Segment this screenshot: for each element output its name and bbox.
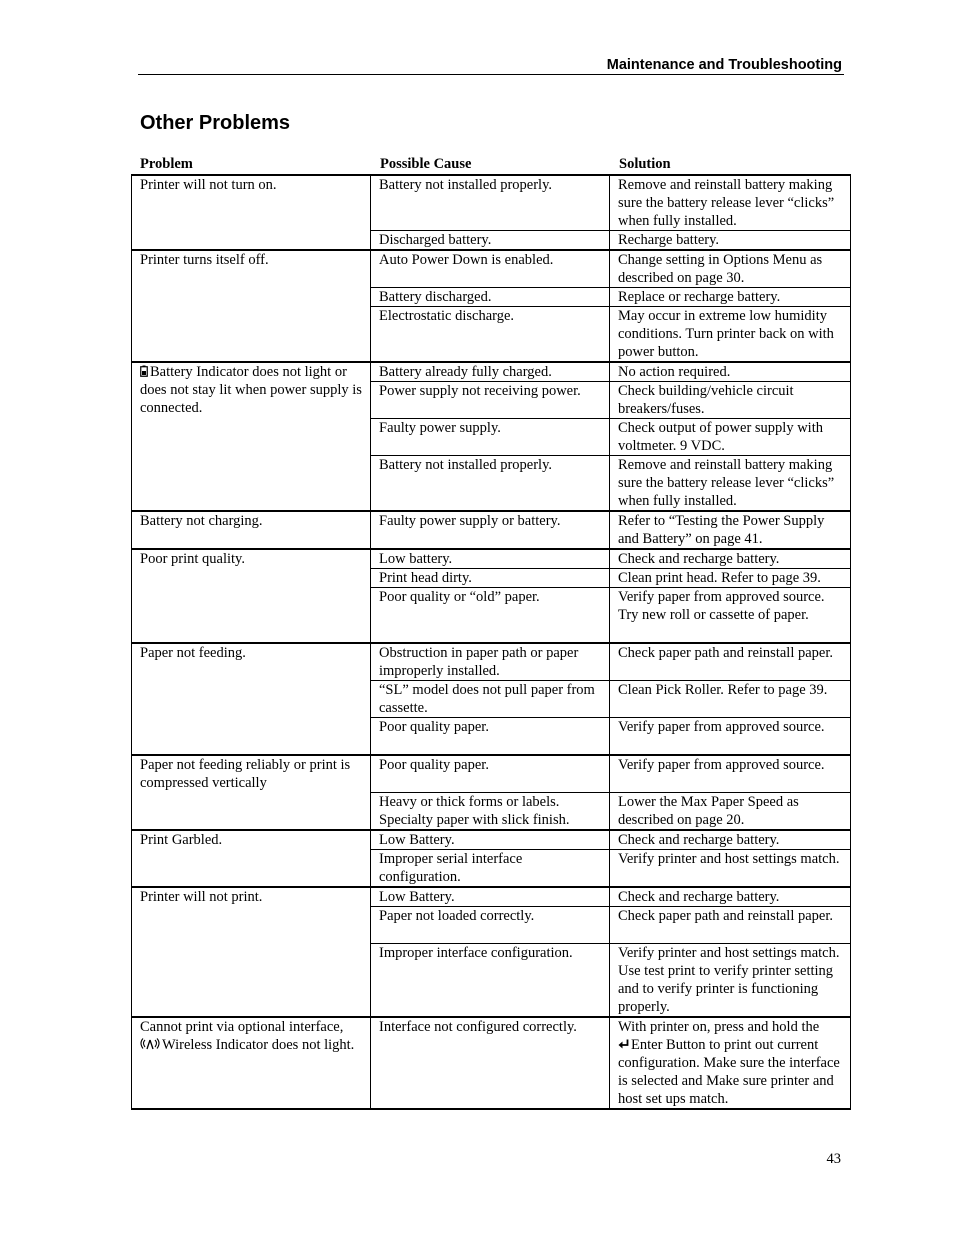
header-rule (138, 74, 844, 75)
solution-cell: Refer to “Testing the Power Supply and Battery” on page 41. (610, 511, 851, 549)
problem-group (132, 511, 851, 549)
table-row (132, 643, 851, 681)
cause-cell: Print head dirty. (371, 569, 610, 588)
solution-cell: Lower the Max Paper Speed as described on page 20. (610, 793, 851, 831)
solution-cell: Check and recharge battery. (610, 887, 851, 907)
problem-group (132, 643, 851, 755)
cause-cell: Battery already fully charged. (371, 362, 610, 382)
problem-group (132, 549, 851, 643)
problem-group (132, 250, 851, 362)
solution-text-line2: Enter Button to print out current configuration. Make sure the interface is selected and Make sure printer and host set ups match. (618, 1037, 840, 1107)
problem-cell: Paper not feeding reliably or print is compressed vertically (132, 755, 371, 830)
cause-cell: Power supply not receiving power. (371, 382, 610, 419)
problem-text-line2: Wireless Indicator does not light. (162, 1037, 355, 1053)
table-row (132, 250, 851, 288)
cause-cell: Poor quality paper. (371, 755, 610, 793)
problem-cell: Printer will not turn on. (132, 175, 371, 250)
solution-cell: Remove and reinstall battery making sure the battery release lever “clicks” when fully installed. (610, 456, 851, 512)
wireless-icon (140, 1038, 160, 1050)
cause-cell: Paper not loaded correctly. (371, 907, 610, 944)
cause-cell: “SL” model does not pull paper from cassette. (371, 681, 610, 718)
solution-cell: Verify printer and host settings match. Use test print to verify printer setting and to verify printer is functioning properly. (610, 944, 851, 1018)
solution-cell: Clean print head. Refer to page 39. (610, 569, 851, 588)
cause-cell: Obstruction in paper path or paper improperly installed. (371, 643, 610, 681)
solution-cell: Check output of power supply with voltmeter. 9 VDC. (610, 419, 851, 456)
cause-cell: Auto Power Down is enabled. (371, 250, 610, 288)
table-row (132, 362, 851, 382)
column-header-cause: Possible Cause (380, 156, 472, 172)
solution-cell: Verify paper from approved source. (610, 755, 851, 793)
cause-cell: Poor quality paper. (371, 718, 610, 756)
solution-cell: Recharge battery. (610, 231, 851, 251)
solution-cell: No action required. (610, 362, 851, 382)
problem-cell: Battery not charging. (132, 511, 371, 549)
table-row (132, 830, 851, 850)
solution-cell: Clean Pick Roller. Refer to page 39. (610, 681, 851, 718)
solution-cell: Verify paper from approved source. (610, 718, 851, 756)
cause-cell: Battery discharged. (371, 288, 610, 307)
solution-text-line1: With printer on, press and hold the (618, 1019, 820, 1035)
table-row (132, 1017, 851, 1109)
solution-cell: Check paper path and reinstall paper. (610, 907, 851, 944)
problem-text-line1: Cannot print via optional interface, (140, 1019, 344, 1035)
troubleshooting-table (131, 174, 851, 1110)
cause-cell: Improper serial interface configuration. (371, 850, 610, 888)
problem-cell (132, 1017, 371, 1109)
cause-cell: Battery not installed properly. (371, 175, 610, 231)
column-header-problem: Problem (140, 156, 193, 172)
solution-cell: Change setting in Options Menu as described on page 30. (610, 250, 851, 288)
solution-cell: Verify paper from approved source. Try new roll or cassette of paper. (610, 588, 851, 644)
table-row (132, 887, 851, 907)
table-row (132, 755, 851, 793)
column-header-solution: Solution (619, 156, 671, 172)
table-row (132, 549, 851, 569)
solution-cell: Remove and reinstall battery making sure the battery release lever “clicks” when fully installed. (610, 175, 851, 231)
cause-cell: Interface not configured correctly. (371, 1017, 610, 1109)
cause-cell: Heavy or thick forms or labels. Specialty paper with slick finish. (371, 793, 610, 831)
cause-cell: Discharged battery. (371, 231, 610, 251)
solution-cell: Verify printer and host settings match. (610, 850, 851, 888)
problem-group (132, 1017, 851, 1109)
solution-cell (610, 1017, 851, 1109)
section-title: Other Problems (140, 112, 291, 134)
problem-cell: Poor print quality. (132, 549, 371, 643)
table-row (132, 511, 851, 549)
solution-cell: Check paper path and reinstall paper. (610, 643, 851, 681)
problem-group (132, 830, 851, 887)
cause-cell: Poor quality or “old” paper. (371, 588, 610, 644)
cause-cell: Low Battery. (371, 830, 610, 850)
cause-cell: Faulty power supply or battery. (371, 511, 610, 549)
page-number: 43 (826, 1151, 841, 1167)
cause-cell: Low Battery. (371, 887, 610, 907)
table-row (132, 175, 851, 231)
enter-arrow-icon (618, 1039, 629, 1050)
running-header: Maintenance and Troubleshooting (606, 57, 842, 73)
problem-cell: Printer turns itself off. (132, 250, 371, 362)
problem-group (132, 887, 851, 1017)
problem-cell: Print Garbled. (132, 830, 371, 887)
cause-cell: Faulty power supply. (371, 419, 610, 456)
problem-group (132, 362, 851, 511)
problem-text: Battery Indicator does not light or does not stay lit when power supply is connected. (140, 364, 362, 416)
problem-group (132, 755, 851, 830)
cause-cell: Electrostatic discharge. (371, 307, 610, 363)
cause-cell: Low battery. (371, 549, 610, 569)
solution-cell: Check building/vehicle circuit breakers/fuses. (610, 382, 851, 419)
battery-icon (140, 365, 148, 377)
solution-cell: Replace or recharge battery. (610, 288, 851, 307)
solution-cell: May occur in extreme low humidity conditions. Turn printer back on with power button. (610, 307, 851, 363)
problem-cell (132, 362, 371, 511)
problem-cell: Printer will not print. (132, 887, 371, 1017)
problem-group (132, 175, 851, 250)
problem-cell: Paper not feeding. (132, 643, 371, 755)
cause-cell: Battery not installed properly. (371, 456, 610, 512)
solution-cell: Check and recharge battery. (610, 549, 851, 569)
cause-cell: Improper interface configuration. (371, 944, 610, 1018)
solution-cell: Check and recharge battery. (610, 830, 851, 850)
